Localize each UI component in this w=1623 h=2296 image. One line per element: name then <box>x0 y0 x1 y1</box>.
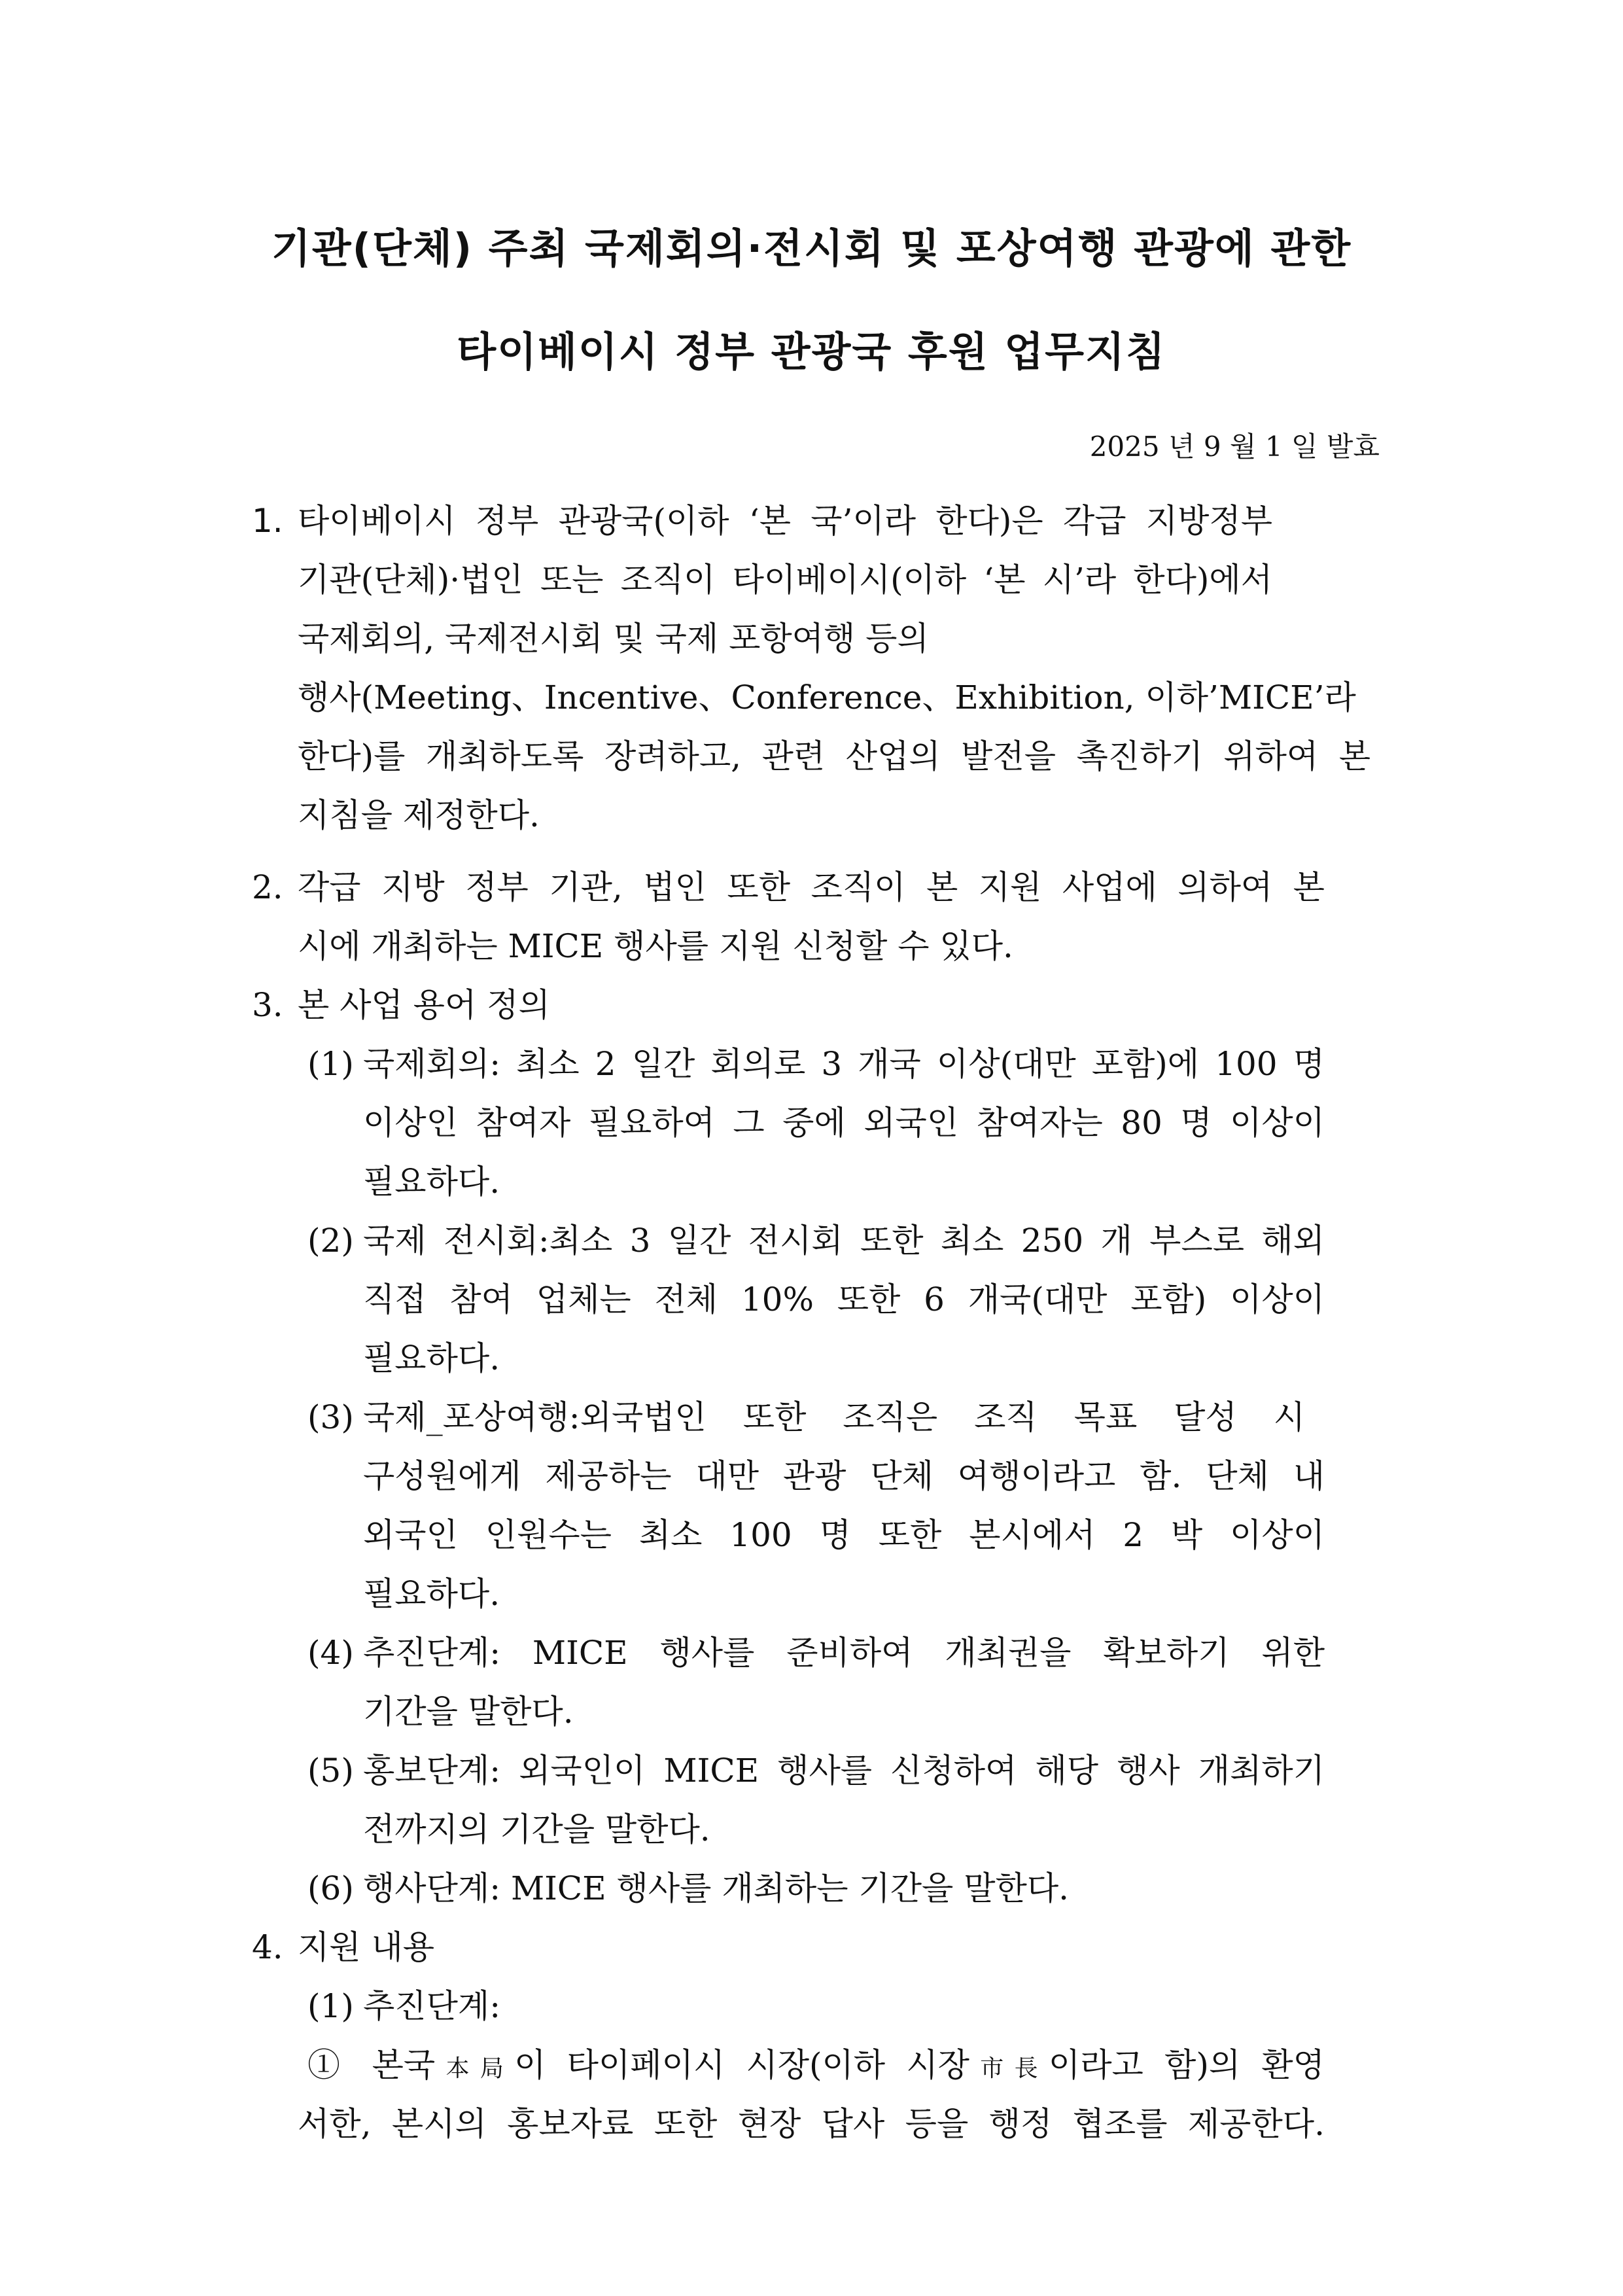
document-title-line-2: 타이베이시 정부 관광국 후원 업무지침 <box>457 328 1166 376</box>
section-2-line-1: 각급 지방 정부 기관, 법인 또한 조직이 본 지원 사업에 의하여 본 <box>298 868 1325 906</box>
section-1-number: 1. <box>252 502 283 540</box>
section-1-line-2: 기관(단체)·법인 또는 조직이 타이베이시(이하 ‘본 시’라 한다)에서 <box>298 561 1272 599</box>
section-1-line-1: 타이베이시 정부 관광국(이하 ‘본 국’이라 한다)은 각급 지방정부 <box>298 502 1272 540</box>
definition-2-number: (2) <box>307 1222 354 1260</box>
section-3-heading: 본 사업 용어 정의 <box>298 986 550 1024</box>
definition-6-line-1: 행사단계: MICE 행사를 개최하는 기간을 말한다. <box>363 1869 1070 1907</box>
definition-1-number: (1) <box>307 1045 354 1083</box>
definition-2-line-2: 직접 참여 업체는 전체 10% 또한 6 개국(대만 포함) 이상이 <box>363 1280 1325 1318</box>
support-1-label: 추진단계: <box>363 1987 501 2025</box>
support-1-number: (1) <box>307 1987 354 2025</box>
definition-5-line-2: 전까지의 기간을 말한다. <box>363 1810 710 1848</box>
definition-3-line-2: 구성원에게 제공하는 대만 관광 단체 여행이라고 함. 단체 내 <box>363 1457 1325 1495</box>
hanja-annotation-sijang: 市長 <box>969 2055 1049 2082</box>
support-item-1-text-a: 본국 <box>372 2046 436 2084</box>
definition-5-line-1: 홍보단계: 외국인이 MICE 행사를 신청하여 해당 행사 개최하기 <box>363 1752 1325 1790</box>
definition-2-line-3: 필요하다. <box>363 1339 500 1377</box>
section-1-line-3: 국제회의, 국제전시회 및 국제 포항여행 등의 <box>298 620 929 658</box>
definition-3-line-3: 외국인 인원수는 최소 100 명 또한 본시에서 2 박 이상이 <box>363 1516 1325 1554</box>
definition-4-line-2: 기간을 말한다. <box>363 1693 574 1731</box>
definition-1-line-1: 국제회의: 최소 2 일간 회의로 3 개국 이상(대만 포함)에 100 명 <box>363 1045 1325 1083</box>
definition-4-number: (4) <box>307 1634 354 1672</box>
section-1-line-5: 한다)를 개최하도록 장려하고, 관련 산업의 발전을 촉진하기 위하여 본 <box>298 737 1370 775</box>
definition-3-line-4: 필요하다. <box>363 1575 500 1613</box>
support-item-1-line-1 <box>307 2045 1325 2089</box>
section-1-line-4: 행사(Meeting、Incentive、Conference、Exhibition, 이하’MICE’라 <box>298 679 1356 716</box>
support-item-1-text-b: 이 타이페이시 시장(이하 시장 <box>514 2046 969 2084</box>
section-4-heading: 지원 내용 <box>298 1928 435 1966</box>
circled-number-marker: ① <box>307 2046 351 2084</box>
definition-6-number: (6) <box>307 1869 354 1907</box>
support-item-1-line-2: 서한, 본시의 홍보자료 또한 현장 답사 등을 행정 협조를 제공한다. <box>298 2105 1325 2143</box>
definition-2-line-1: 국제 전시회:최소 3 일간 전시회 또한 최소 250 개 부스로 해외 <box>363 1222 1325 1260</box>
hanja-annotation-bonguk: 本局 <box>435 2055 515 2082</box>
definition-1-line-2: 이상인 참여자 필요하여 그 중에 외국인 참여자는 80 명 이상이 <box>363 1104 1325 1142</box>
section-1-line-6: 지침을 제정한다. <box>298 796 540 834</box>
support-item-1-text-c: 이라고 함)의 환영 <box>1048 2046 1325 2084</box>
issue-date: 2025 년 9 월 1 일 발효 <box>1089 431 1380 463</box>
document-title-line-1: 기관(단체) 주최 국제회의·전시회 및 포상여행 관광에 관한 <box>271 224 1352 272</box>
section-3-number: 3. <box>252 986 283 1024</box>
section-2-number: 2. <box>252 868 283 906</box>
definition-4-line-1: 추진단계: MICE 행사를 준비하여 개최권을 확보하기 위한 <box>363 1634 1325 1672</box>
definition-3-line-1: 국제_포상여행:외국법인 또한 조직은 조직 목표 달성 시 <box>363 1398 1305 1436</box>
definition-1-line-3: 필요하다. <box>363 1163 500 1201</box>
definition-5-number: (5) <box>307 1752 354 1790</box>
section-2-line-2: 시에 개최하는 MICE 행사를 지원 신청할 수 있다. <box>298 927 1013 965</box>
section-4-number: 4. <box>252 1928 283 1966</box>
definition-3-number: (3) <box>307 1398 354 1436</box>
